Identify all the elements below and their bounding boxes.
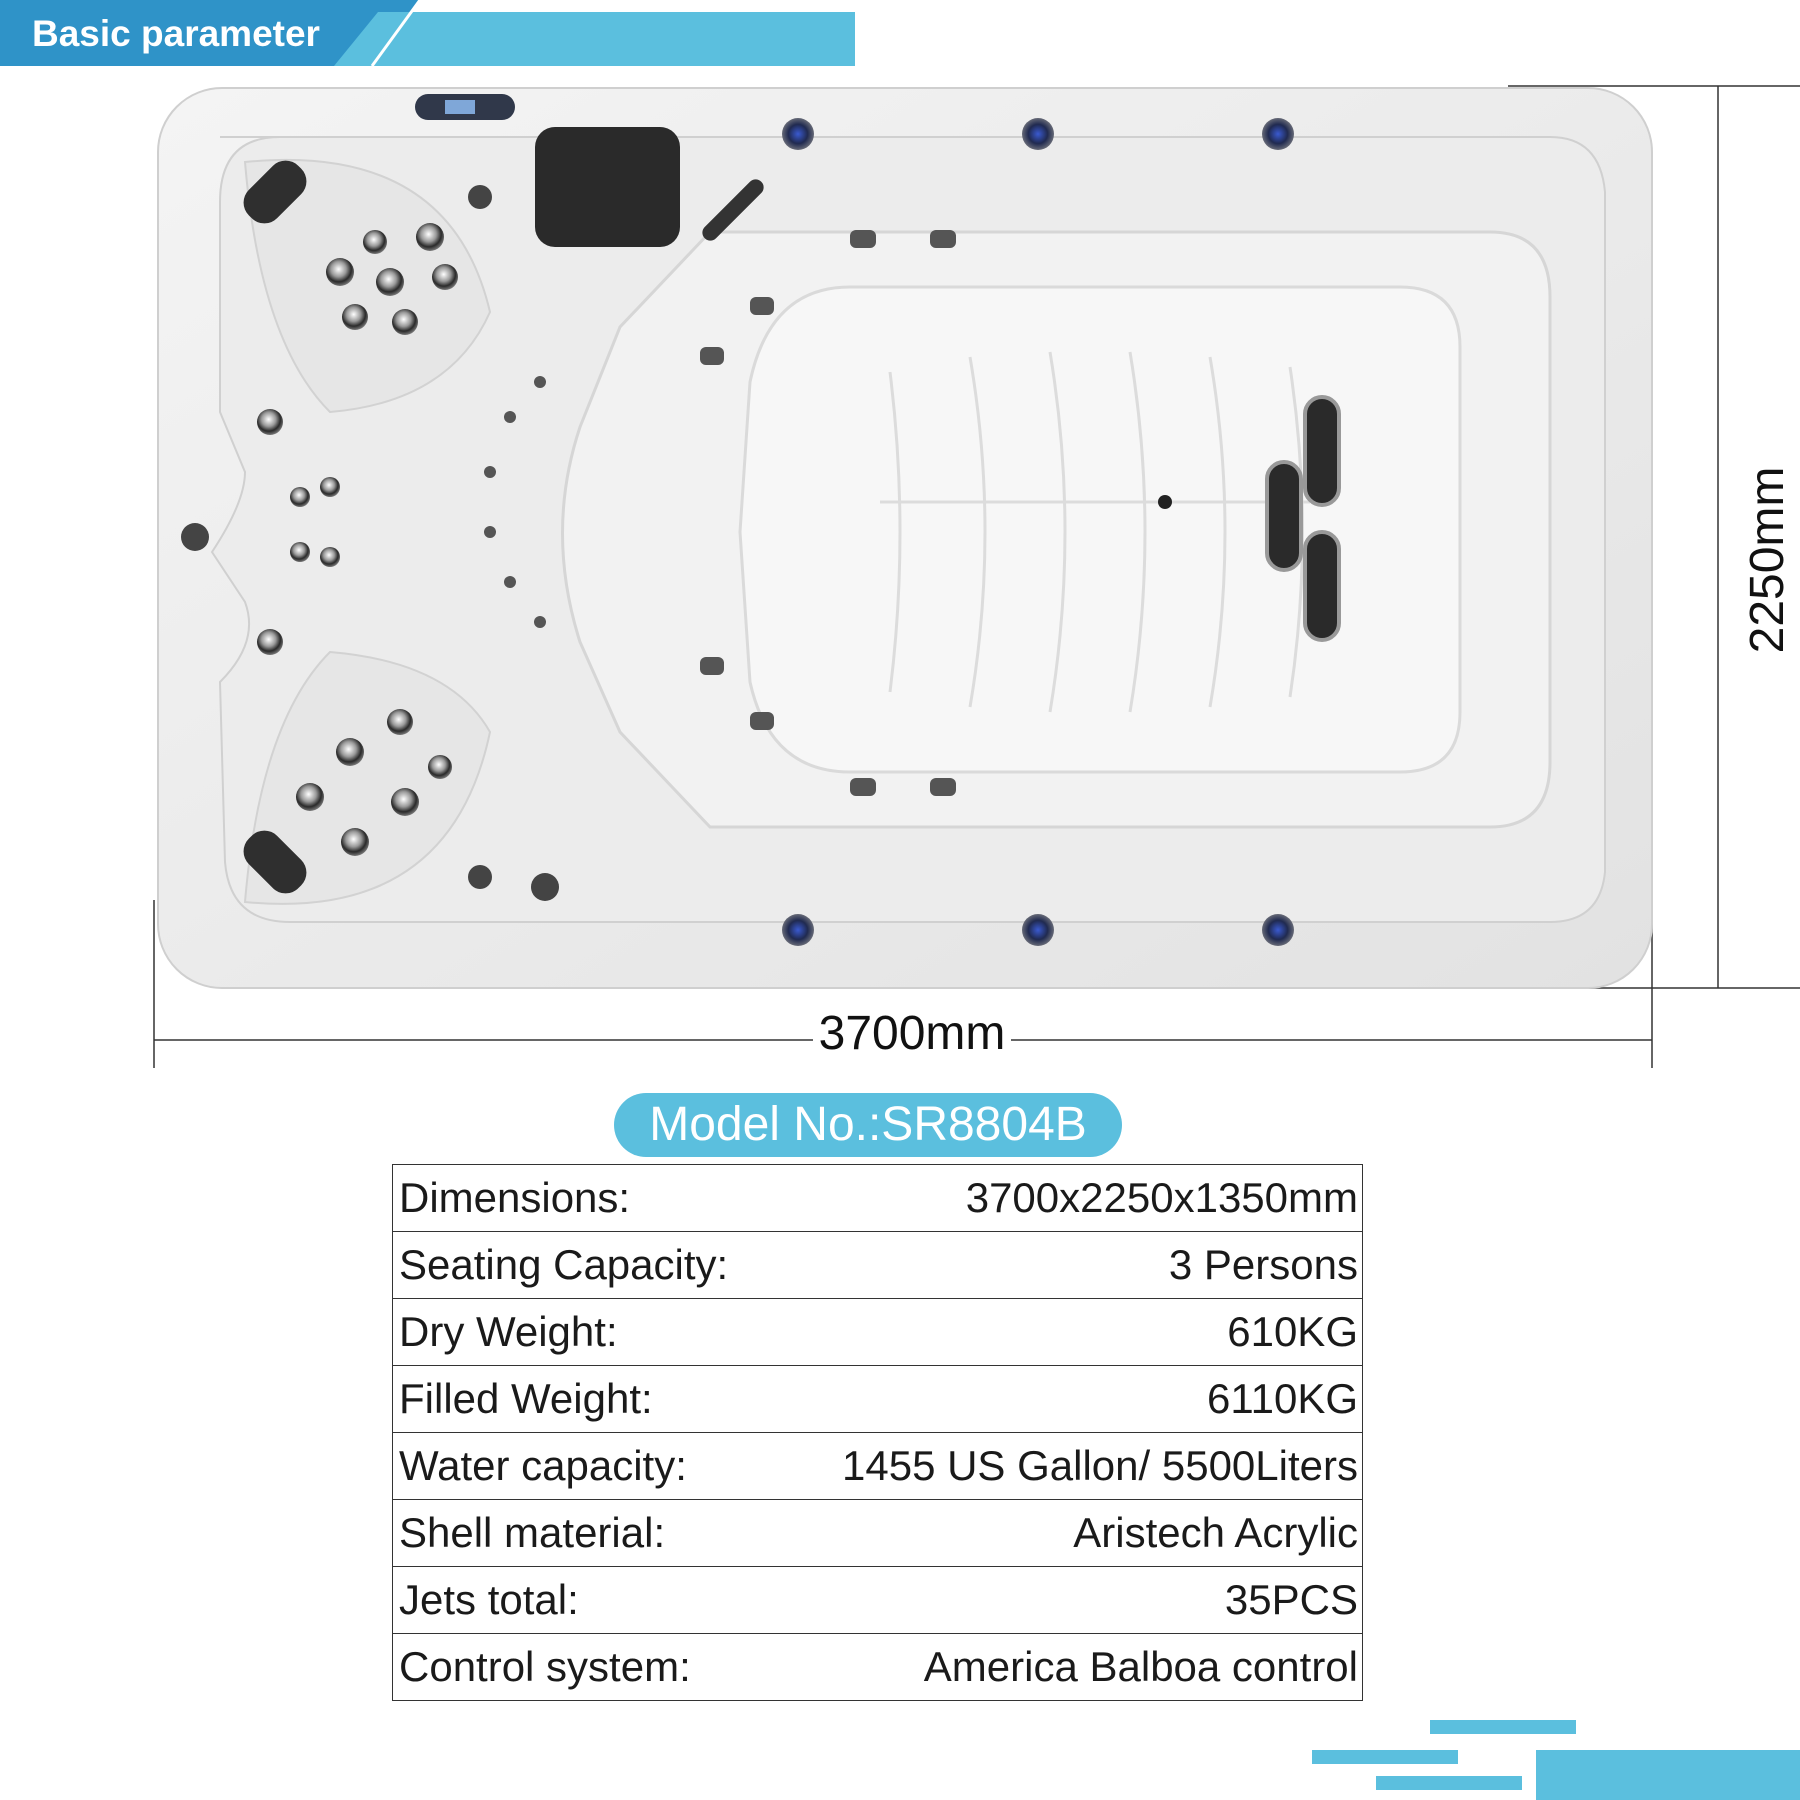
spec-value: 3 Persons	[773, 1232, 1363, 1299]
spec-key: Dimensions:	[393, 1165, 773, 1232]
spec-value: 1455 US Gallon/ 5500Liters	[773, 1433, 1363, 1500]
spec-key: Control system:	[393, 1634, 773, 1701]
width-dimension-label	[0, 1006, 1800, 1061]
table-row	[393, 1232, 1363, 1299]
table-row	[393, 1567, 1363, 1634]
spec-key: Dry Weight:	[393, 1299, 773, 1366]
table-row	[393, 1634, 1363, 1701]
header-banner	[0, 0, 860, 66]
table-row	[393, 1366, 1363, 1433]
spec-key: Water capacity:	[393, 1433, 773, 1500]
spec-key: Jets total:	[393, 1567, 773, 1634]
spec-key: Shell material:	[393, 1500, 773, 1567]
spec-value: 6110KG	[773, 1366, 1363, 1433]
table-row	[393, 1433, 1363, 1500]
width-dimension-text: 3700mm	[813, 1007, 1012, 1060]
height-dimension-label: 2250mm	[1741, 466, 1794, 654]
spec-value: 3700x2250x1350mm	[773, 1165, 1363, 1232]
spec-key: Seating Capacity:	[393, 1232, 773, 1299]
table-row	[393, 1500, 1363, 1567]
table-row	[393, 1299, 1363, 1366]
swim-spa-top-view-icon	[150, 82, 1660, 994]
model-number-badge: Model No.:SR8804B	[614, 1093, 1122, 1157]
spa-illustration	[150, 82, 1660, 994]
spec-value: America Balboa control	[773, 1634, 1363, 1701]
spec-key: Filled Weight:	[393, 1366, 773, 1433]
table-row	[393, 1165, 1363, 1232]
spec-table	[392, 1164, 1363, 1701]
spec-value: 610KG	[773, 1299, 1363, 1366]
spec-value: Aristech Acrylic	[773, 1500, 1363, 1567]
spec-value: 35PCS	[773, 1567, 1363, 1634]
page-title: Basic parameter	[32, 13, 320, 54]
